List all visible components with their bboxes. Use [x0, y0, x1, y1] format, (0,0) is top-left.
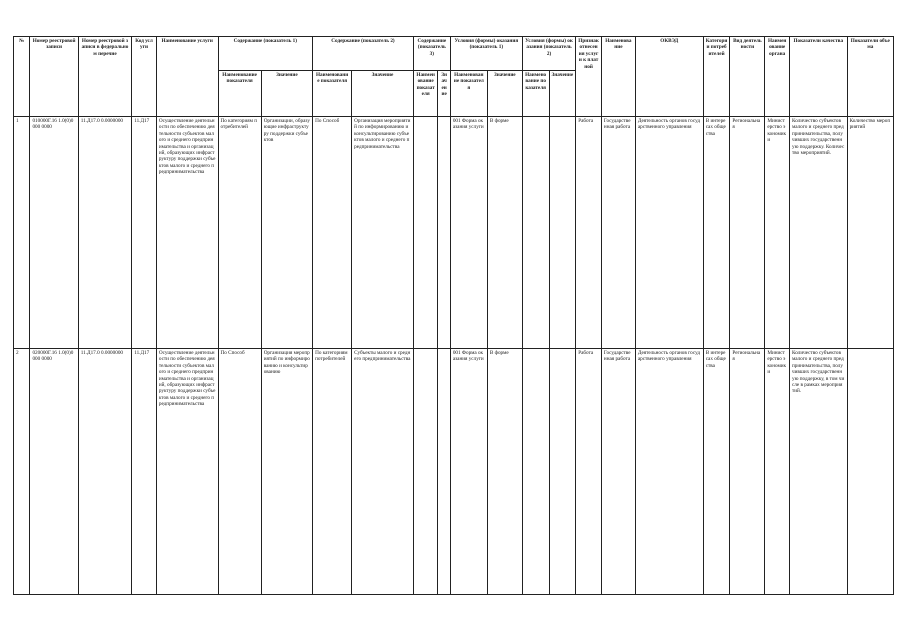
- cell-consumers: В интересах общества: [703, 349, 730, 595]
- subheader-c3-name: Наименование показателя: [413, 71, 438, 117]
- header-row-1: [14, 37, 894, 71]
- cell-uniq-num: 11.Д17.0 0.0000000: [78, 117, 131, 349]
- cell-c2-value: Организация мероприятий по информированию и консультированию субъектов малого и среднего предпринимательства: [352, 117, 414, 349]
- cell-c1-value: Организации, образующие инфраструктуру поддержки субъектов: [261, 117, 312, 349]
- col-header-num: №: [14, 37, 30, 117]
- cell-name: Осуществление деятельности по обеспечению деятельности субъектов малого и среднего предпринимательства и организаций, образующих инфраструктуру поддержки субъектов малого и среднего предпринимательства: [156, 117, 218, 349]
- col-header-quality: Показатели качества: [790, 37, 848, 117]
- cell-okved: Деятельность органов государственного управления: [635, 349, 703, 595]
- cell-u2-name: [522, 349, 549, 595]
- subheader-u1-value: Значение: [487, 71, 522, 117]
- cell-u2-value: [549, 349, 576, 595]
- cell-uniq-num: 11.Д17.0 0.0000000: [78, 349, 131, 595]
- cell-u1-name: 001 Форма оказания услуги: [450, 349, 487, 595]
- subheader-u2-value: Значение: [549, 71, 576, 117]
- cell-okved: Деятельность органов государственного управления: [635, 117, 703, 349]
- subheader-c2-name: Наименование показателя: [313, 71, 352, 117]
- col-header-content2: Содержание (показатель 2): [313, 37, 414, 71]
- subheader-c1-value: Значение: [261, 71, 312, 117]
- cell-c2-value: Субъекты малого и среднего предпринимательства: [352, 349, 414, 595]
- subheader-c1-name: Наименование показателя: [218, 71, 261, 117]
- cell-u1-name: 001 Форма оказания услуги: [450, 117, 487, 349]
- cell-reg-num: 020000Г.16 1.0(0)0000 0000: [30, 349, 78, 595]
- col-header-name: Наименование услуги: [156, 37, 218, 117]
- cell-power: Министерство экономики: [765, 349, 790, 595]
- cell-num: 2: [14, 349, 30, 595]
- cell-u1-value: В форме: [487, 349, 522, 595]
- cell-consumers: В интересах общества: [703, 117, 730, 349]
- cell-payment: Государственная работа: [601, 349, 635, 595]
- cell-u2-value: [549, 117, 576, 349]
- cell-volume: [847, 349, 893, 595]
- cell-c3-value: [438, 349, 450, 595]
- cell-okpd: Региональная: [730, 349, 765, 595]
- col-header-volume: Показатели объема: [847, 37, 893, 117]
- cell-c1-name: По Способ: [218, 349, 261, 595]
- cell-reg-num: 010000Г.16 1.0(0)0000 0000: [30, 117, 78, 349]
- table-row: [14, 117, 894, 349]
- col-header-code: Код услуги: [132, 37, 157, 117]
- col-header-okpd: Вид деятельности: [730, 37, 765, 117]
- col-header-payment: Наименование: [601, 37, 635, 117]
- service-register-table: [13, 36, 894, 595]
- cell-quality: Количество субъектов малого и среднего предпринимательства, получивших государственную поддержку, в том числе в рамках мероприятий.: [790, 349, 848, 595]
- cell-name: Осуществление деятельности по обеспечению деятельности субъектов малого и среднего предпринимательства и организаций, образующих инфраструктуру поддержки субъектов малого и среднего предпринимательства: [156, 349, 218, 595]
- col-header-cond1: Условия (формы) оказания (показатель 1): [450, 37, 522, 71]
- table-row: [14, 349, 894, 595]
- subheader-c2-value: Значение: [352, 71, 414, 117]
- col-header-power: Наименование органа: [765, 37, 790, 117]
- cell-c3-value: [438, 117, 450, 349]
- subheader-u2-name: Наименование показателя: [522, 71, 549, 117]
- cell-c2-name: По категориям потребителей: [313, 349, 352, 595]
- cell-payment: Государственная работа: [601, 117, 635, 349]
- col-header-reg-num: Номер реестровой записи: [30, 37, 78, 117]
- col-header-consumers: Категории потребителей: [703, 37, 730, 117]
- cell-c1-name: По категориям потребителей: [218, 117, 261, 349]
- cell-free: Работа: [576, 349, 602, 595]
- cell-quality: Количество субъектов малого и среднего предпринимательства, получивших государственную поддержку. Количество мероприятий.: [790, 117, 848, 349]
- cell-c1-value: Организация мероприятий по информированию и консультированию: [261, 349, 312, 595]
- cell-free: Работа: [576, 117, 602, 349]
- cell-code: 11.Д17: [132, 117, 157, 349]
- register-sheet: [13, 36, 894, 594]
- col-header-uniq-num: Номер реестровой записи в федеральном перечне: [78, 37, 131, 117]
- col-header-content3: Содержание (показатель 3): [413, 37, 450, 71]
- cell-code: 11.Д17: [132, 349, 157, 595]
- cell-u1-value: В форме: [487, 117, 522, 349]
- cell-volume: Количество мероприятий: [847, 117, 893, 349]
- col-header-free: Признак отнесения услуги к платной: [576, 37, 602, 117]
- cell-c3-name: [413, 117, 438, 349]
- subheader-u1-name: Наименование показателя: [450, 71, 487, 117]
- cell-c2-name: По Способ: [313, 117, 352, 349]
- cell-power: Министерство экономики: [765, 117, 790, 349]
- col-header-cond2: Условия (формы) оказания (показатель 2): [522, 37, 575, 71]
- cell-c3-name: [413, 349, 438, 595]
- cell-u2-name: [522, 117, 549, 349]
- cell-okpd: Региональная: [730, 117, 765, 349]
- cell-num: 1: [14, 117, 30, 349]
- subheader-c3-value: Значение: [438, 71, 450, 117]
- col-header-content1: Содержание (показатель 1): [218, 37, 313, 71]
- col-header-okved: ОКВЭД: [635, 37, 703, 117]
